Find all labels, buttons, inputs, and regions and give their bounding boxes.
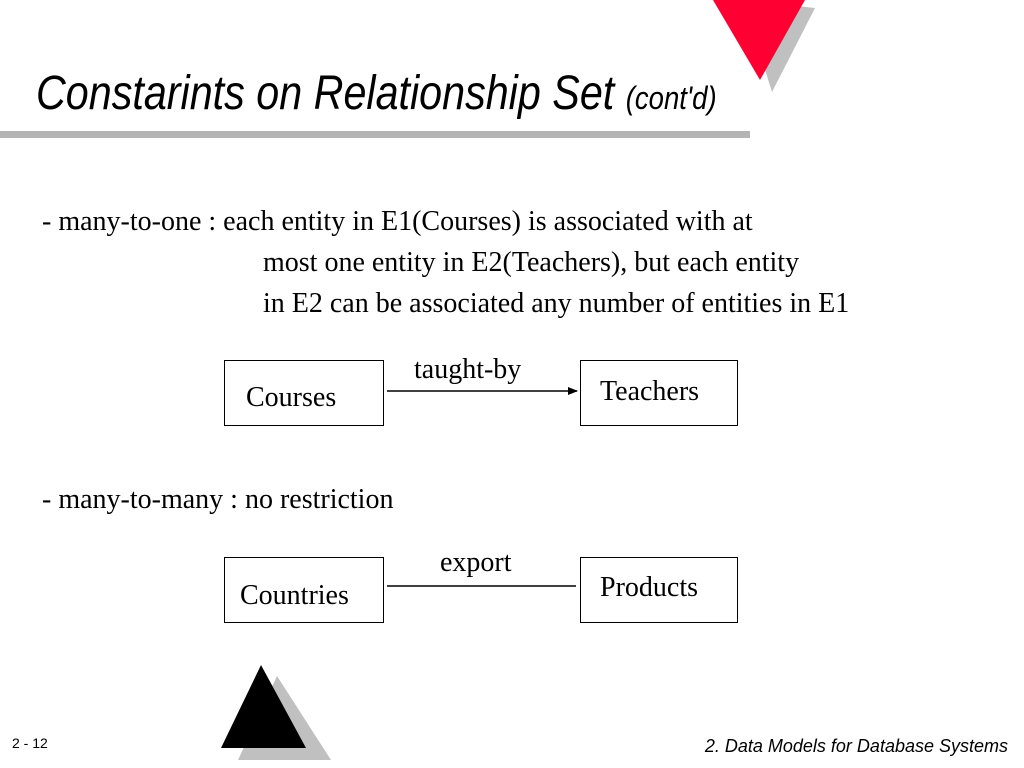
relationship-label-export: export [440, 547, 512, 578]
title-main: Constarints on Relationship Set [36, 67, 615, 120]
slide-footer-chapter: 2. Data Models for Database Systems [704, 736, 1008, 756]
many-to-many-line-1: - many-to-many : no restriction [42, 484, 394, 515]
many-to-one-line-2: most one entity in E2(Teachers), but each entity [263, 247, 800, 278]
entity-label-products: Products [600, 572, 698, 603]
entity-label-teachers: Teachers [600, 376, 700, 407]
relationship-label-taught-by: taught-by [414, 354, 522, 385]
many-to-one-line-1: - many-to-one : each entity in E1(Courses) is associated with at [42, 206, 753, 237]
many-to-one-line-3: in E2 can be associated any number of entities in E1 [263, 288, 850, 319]
title-suffix: (cont'd) [625, 80, 717, 116]
entity-label-countries: Countries [240, 580, 349, 611]
entity-label-courses: Courses [246, 382, 337, 413]
red-triangle-icon [713, 0, 815, 92]
title-underline [0, 131, 750, 138]
page-title [36, 67, 717, 120]
black-triangle-icon [221, 665, 331, 760]
slide-page-number: 2 - 12 [12, 735, 48, 751]
